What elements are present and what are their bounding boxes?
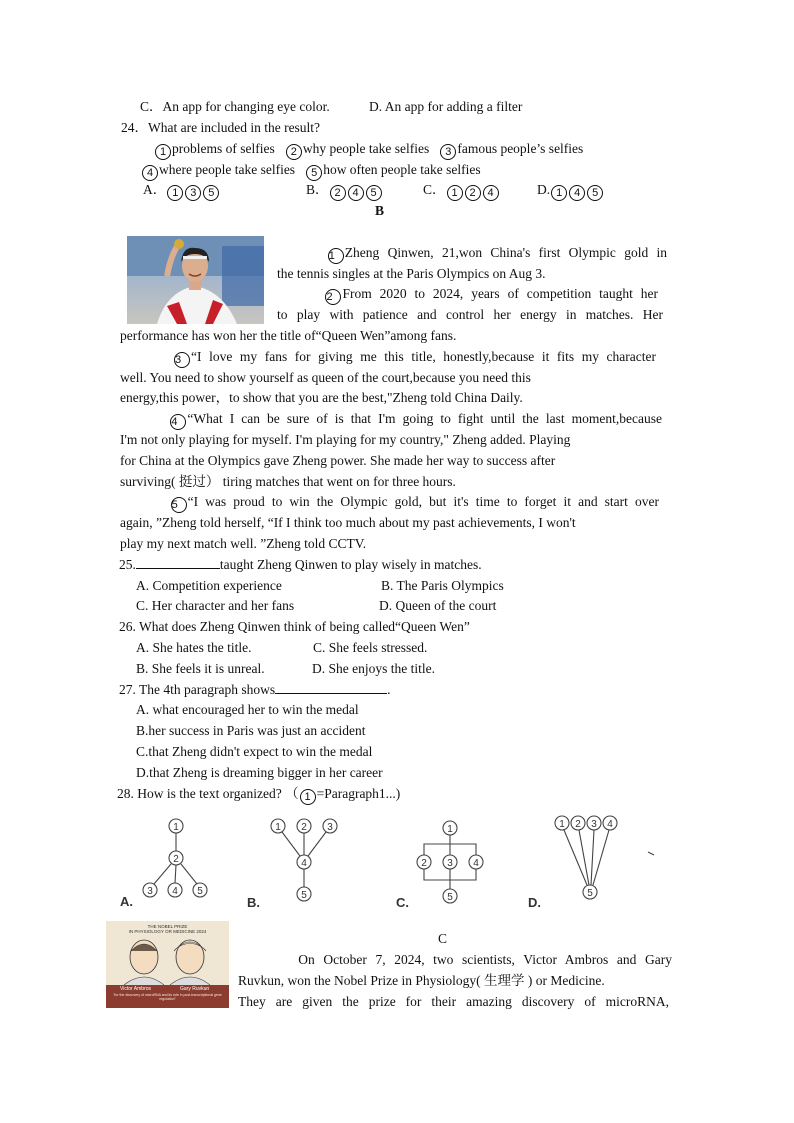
para5-line2: again, ”Zheng told herself, “If I think too much about my past achievements, I won't (120, 515, 576, 530)
svg-text:3: 3 (447, 858, 453, 869)
diagram-label-b: B. (247, 895, 260, 910)
circled-number: 4 (170, 414, 186, 430)
svg-text:4: 4 (607, 819, 613, 830)
q26-option-d: D. She enjoys the title. (312, 661, 435, 676)
svg-text:2: 2 (575, 819, 581, 830)
para2-line1: 2 From 2020 to 2024, years of competition taught her (326, 286, 659, 303)
q28-stem: 28. How is the text organized? （ 1 =Paragraph1...) (117, 786, 401, 803)
para3-line2: well. You need to show yourself as queen of the court,because you need this (120, 370, 531, 385)
q24-item-text: famous people’s selfies (457, 141, 584, 156)
q27-option-b: B.her success in Paris was just an accident (136, 723, 366, 738)
svg-text:2: 2 (421, 858, 427, 869)
q27-option-d: D.that Zheng is dreaming bigger in her career (136, 765, 383, 780)
q25-option-a: A. Competition experience (136, 578, 282, 593)
q24-stem: 24．What are included in the result? (121, 120, 321, 135)
para3-line3: energy,this power，to show that you are the best,"Zheng told China Daily. (120, 390, 523, 405)
q24-option-d: D. 1 4 5 (537, 181, 604, 201)
svg-text:1: 1 (559, 819, 565, 830)
svg-text:3: 3 (327, 822, 333, 833)
q26-option-b: B. She feels it is unreal. (136, 661, 265, 676)
svg-text:5: 5 (587, 888, 593, 899)
para3-line1: 3 “I love my fans for giving me this title, honestly,because it fits my character (175, 349, 656, 366)
q26-option-a: A. She hates the title. (136, 640, 252, 655)
q25-stem: 25. taught Zheng Qinwen to play wisely in matches. (119, 557, 482, 572)
answer-blank (136, 568, 220, 569)
para5-line1: 5 “I was proud to win the Olympic gold, but it's time to forget it and start over (171, 494, 659, 511)
q24-option-c: C． 1 2 4 (423, 181, 500, 201)
circled-number: 2 (286, 144, 302, 160)
svg-text:5: 5 (197, 886, 203, 897)
nobel-prize-image (106, 921, 229, 1008)
q24-items-row2 (141, 161, 481, 181)
para4-line3: for China at the Olympics gave Zheng power. She made her way to success after (120, 453, 556, 468)
zheng-qinwen-photo (127, 236, 264, 324)
svg-text:1: 1 (447, 824, 453, 835)
q27-option-c: C.that Zheng didn't expect to win the medal (136, 744, 373, 759)
svg-text:5: 5 (301, 890, 307, 901)
svg-text:4: 4 (473, 858, 479, 869)
nobel-header: THE NOBEL PRIZE IN PHYSIOLOGY OR MEDICINE 2024 (128, 924, 207, 934)
q23-option-c: C．An app for changing eye color. (140, 99, 330, 114)
para2-line2: to play with patience and control her energy in matches. Her (277, 307, 663, 322)
circled-number: 5 (306, 165, 322, 181)
circled-number: 2 (325, 289, 341, 305)
circled-number: 1 (300, 789, 316, 805)
q27-stem: 27. The 4th paragraph shows . (119, 682, 391, 697)
para1-line2: the tennis singles at the Paris Olympics on Aug 3. (277, 266, 546, 281)
svg-text:1: 1 (173, 822, 179, 833)
svg-text:2: 2 (173, 854, 179, 865)
circled-number: 3 (440, 144, 456, 160)
q25-option-b: B. The Paris Olympics (381, 578, 504, 593)
para1-line1: 1 Zheng Qinwen, 21,won China's first Olympic gold in (328, 245, 668, 262)
q26-option-c: C. She feels stressed. (313, 640, 428, 655)
section-b-heading: B (375, 203, 385, 218)
para4-line4: surviving( 挺过） tiring matches that went on for three hours. (120, 474, 456, 490)
q24-item-text: why people take selfies (302, 141, 430, 156)
q25-option-c: C. Her character and her fans (136, 598, 295, 613)
nobel-caption: "for the discovery of microRNA and its role in post-transcriptional gene regulation" (113, 993, 222, 1001)
para5-line3: play my next match well. ”Zheng told CCTV. (120, 536, 367, 551)
section-c-heading: C (438, 931, 448, 946)
q24-item-text: problems of selfies (172, 141, 275, 156)
answer-blank (275, 693, 387, 694)
para4-line2: I'm not only playing for myself. I'm playing for my country," Zheng added. Playing (120, 432, 571, 447)
nobel-name-1: Victor Ambros (120, 986, 152, 992)
svg-text:5: 5 (447, 892, 453, 903)
circled-number: 1 (155, 144, 171, 160)
nobel-name-2: Gary Ruvkun (180, 986, 210, 992)
section-c-line3: They are given the prize for their amazing discovery of microRNA, (238, 994, 669, 1009)
circled-number: 3 (174, 352, 190, 368)
q24-item-text: where people take selfies (159, 162, 296, 177)
q24-items-row1 (154, 140, 583, 160)
circled-number: 5 (171, 497, 187, 513)
svg-text:2: 2 (301, 822, 307, 833)
circled-number: 4 (142, 165, 158, 181)
para2-line3: performance has won her the title of“Queen Wen”among fans. (120, 328, 457, 343)
q23-option-d: D. An app for adding a filter (369, 99, 523, 114)
q26-stem: 26. What does Zheng Qinwen think of being called“Queen Wen” (119, 619, 470, 634)
para4-line1: 4 “What I can be sure of is that I'm going to fight until the last moment,because (171, 411, 662, 428)
q25-option-d: D. Queen of the court (379, 598, 497, 613)
svg-text:4: 4 (301, 858, 307, 869)
diagram-label-a: A. (120, 894, 133, 909)
svg-text:3: 3 (591, 819, 597, 830)
diagram-label-d: D. (528, 895, 541, 910)
svg-text:3: 3 (147, 886, 153, 897)
diagram-label-c: C. (396, 895, 409, 910)
q24-option-a: A． 1 3 5 (143, 181, 220, 201)
q24-item-text: how often people take selfies (323, 162, 481, 177)
q24-option-b: B． 2 4 5 (306, 181, 383, 201)
section-c-line2: Ruvkun, won the Nobel Prize in Physiology( 生理学 ) or Medicine. (238, 973, 605, 989)
svg-text:1: 1 (275, 822, 281, 833)
section-c-line1: On October 7, 2024, two scientists, Victor Ambros and Gary (298, 952, 673, 967)
svg-text:4: 4 (172, 886, 178, 897)
q27-option-a: A. what encouraged her to win the medal (136, 702, 359, 717)
circled-number: 1 (328, 248, 344, 264)
